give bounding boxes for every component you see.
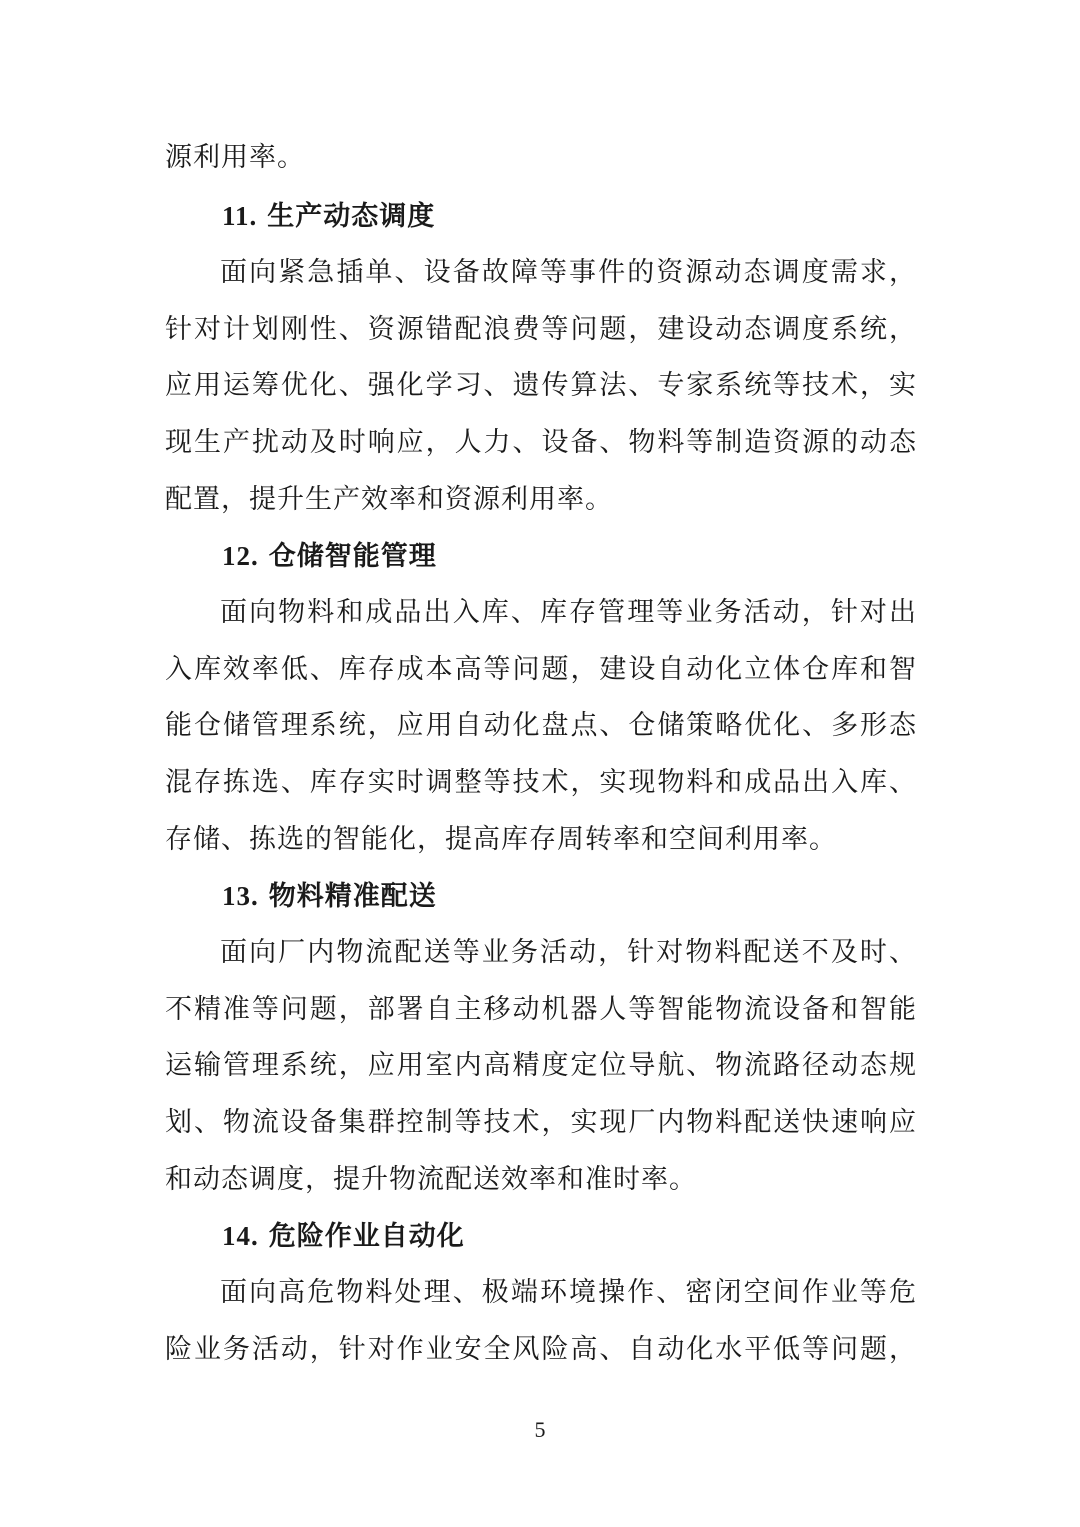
section-heading-11: [222, 198, 435, 234]
paragraph-line: 面向厂内物流配送等业务活动，针对物料配送不及时、: [220, 937, 917, 968]
section-heading-13: [222, 878, 437, 914]
paragraph-line: 不精准等问题，部署自主移动机器人等智能物流设备和智能: [165, 994, 917, 1025]
paragraph-line: 面向紧急插单、设备故障等事件的资源动态调度需求，: [220, 257, 917, 288]
section-title: 危险作业自动化: [268, 1221, 465, 1252]
paragraph-line: 面向物料和成品出入库、库存管理等业务活动，针对出: [220, 597, 917, 628]
paragraph-line: 配置，提升生产效率和资源利用率。: [165, 484, 613, 515]
section-heading-14: [222, 1218, 465, 1254]
paragraph-line: 针对计划刚性、资源错配浪费等问题，建设动态调度系统，: [165, 314, 917, 345]
paragraph-line: 混存拣选、库存实时调整等技术，实现物料和成品出入库、: [165, 767, 917, 798]
paragraph-line: 运输管理系统，应用室内高精度定位导航、物流路径动态规: [165, 1050, 917, 1081]
paragraph-line: 入库效率低、库存成本高等问题，建设自动化立体仓库和智: [165, 654, 917, 685]
paragraph-line: 能仓储管理系统，应用自动化盘点、仓储策略优化、多形态: [165, 710, 917, 741]
section-number: 11.: [222, 201, 258, 231]
section-number: 13.: [222, 881, 259, 911]
paragraph-line: 应用运筹优化、强化学习、遗传算法、专家系统等技术，实: [165, 370, 917, 401]
section-title: 物料精准配送: [268, 881, 437, 912]
paragraph-line: 和动态调度，提升物流配送效率和准时率。: [165, 1164, 697, 1195]
paragraph-line: 存储、拣选的智能化，提高库存周转率和空间利用率。: [165, 824, 837, 855]
section-title: 生产动态调度: [267, 201, 436, 232]
paragraph-line: 险业务活动，针对作业安全风险高、自动化水平低等问题，: [165, 1334, 917, 1365]
page-number: 5: [534, 1417, 546, 1442]
paragraph-line: 现生产扰动及时响应，人力、设备、物料等制造资源的动态: [165, 427, 917, 458]
section-title: 仓储智能管理: [268, 541, 437, 572]
section-heading-12: [222, 538, 437, 574]
paragraph-line: 面向高危物料处理、极端环境操作、密闭空间作业等危: [220, 1277, 917, 1308]
section-number: 12.: [222, 541, 259, 571]
paragraph-line: 源利用率。: [165, 142, 305, 173]
section-number: 14.: [222, 1221, 259, 1251]
paragraph-line: 划、物流设备集群控制等技术，实现厂内物料配送快速响应: [165, 1107, 917, 1138]
